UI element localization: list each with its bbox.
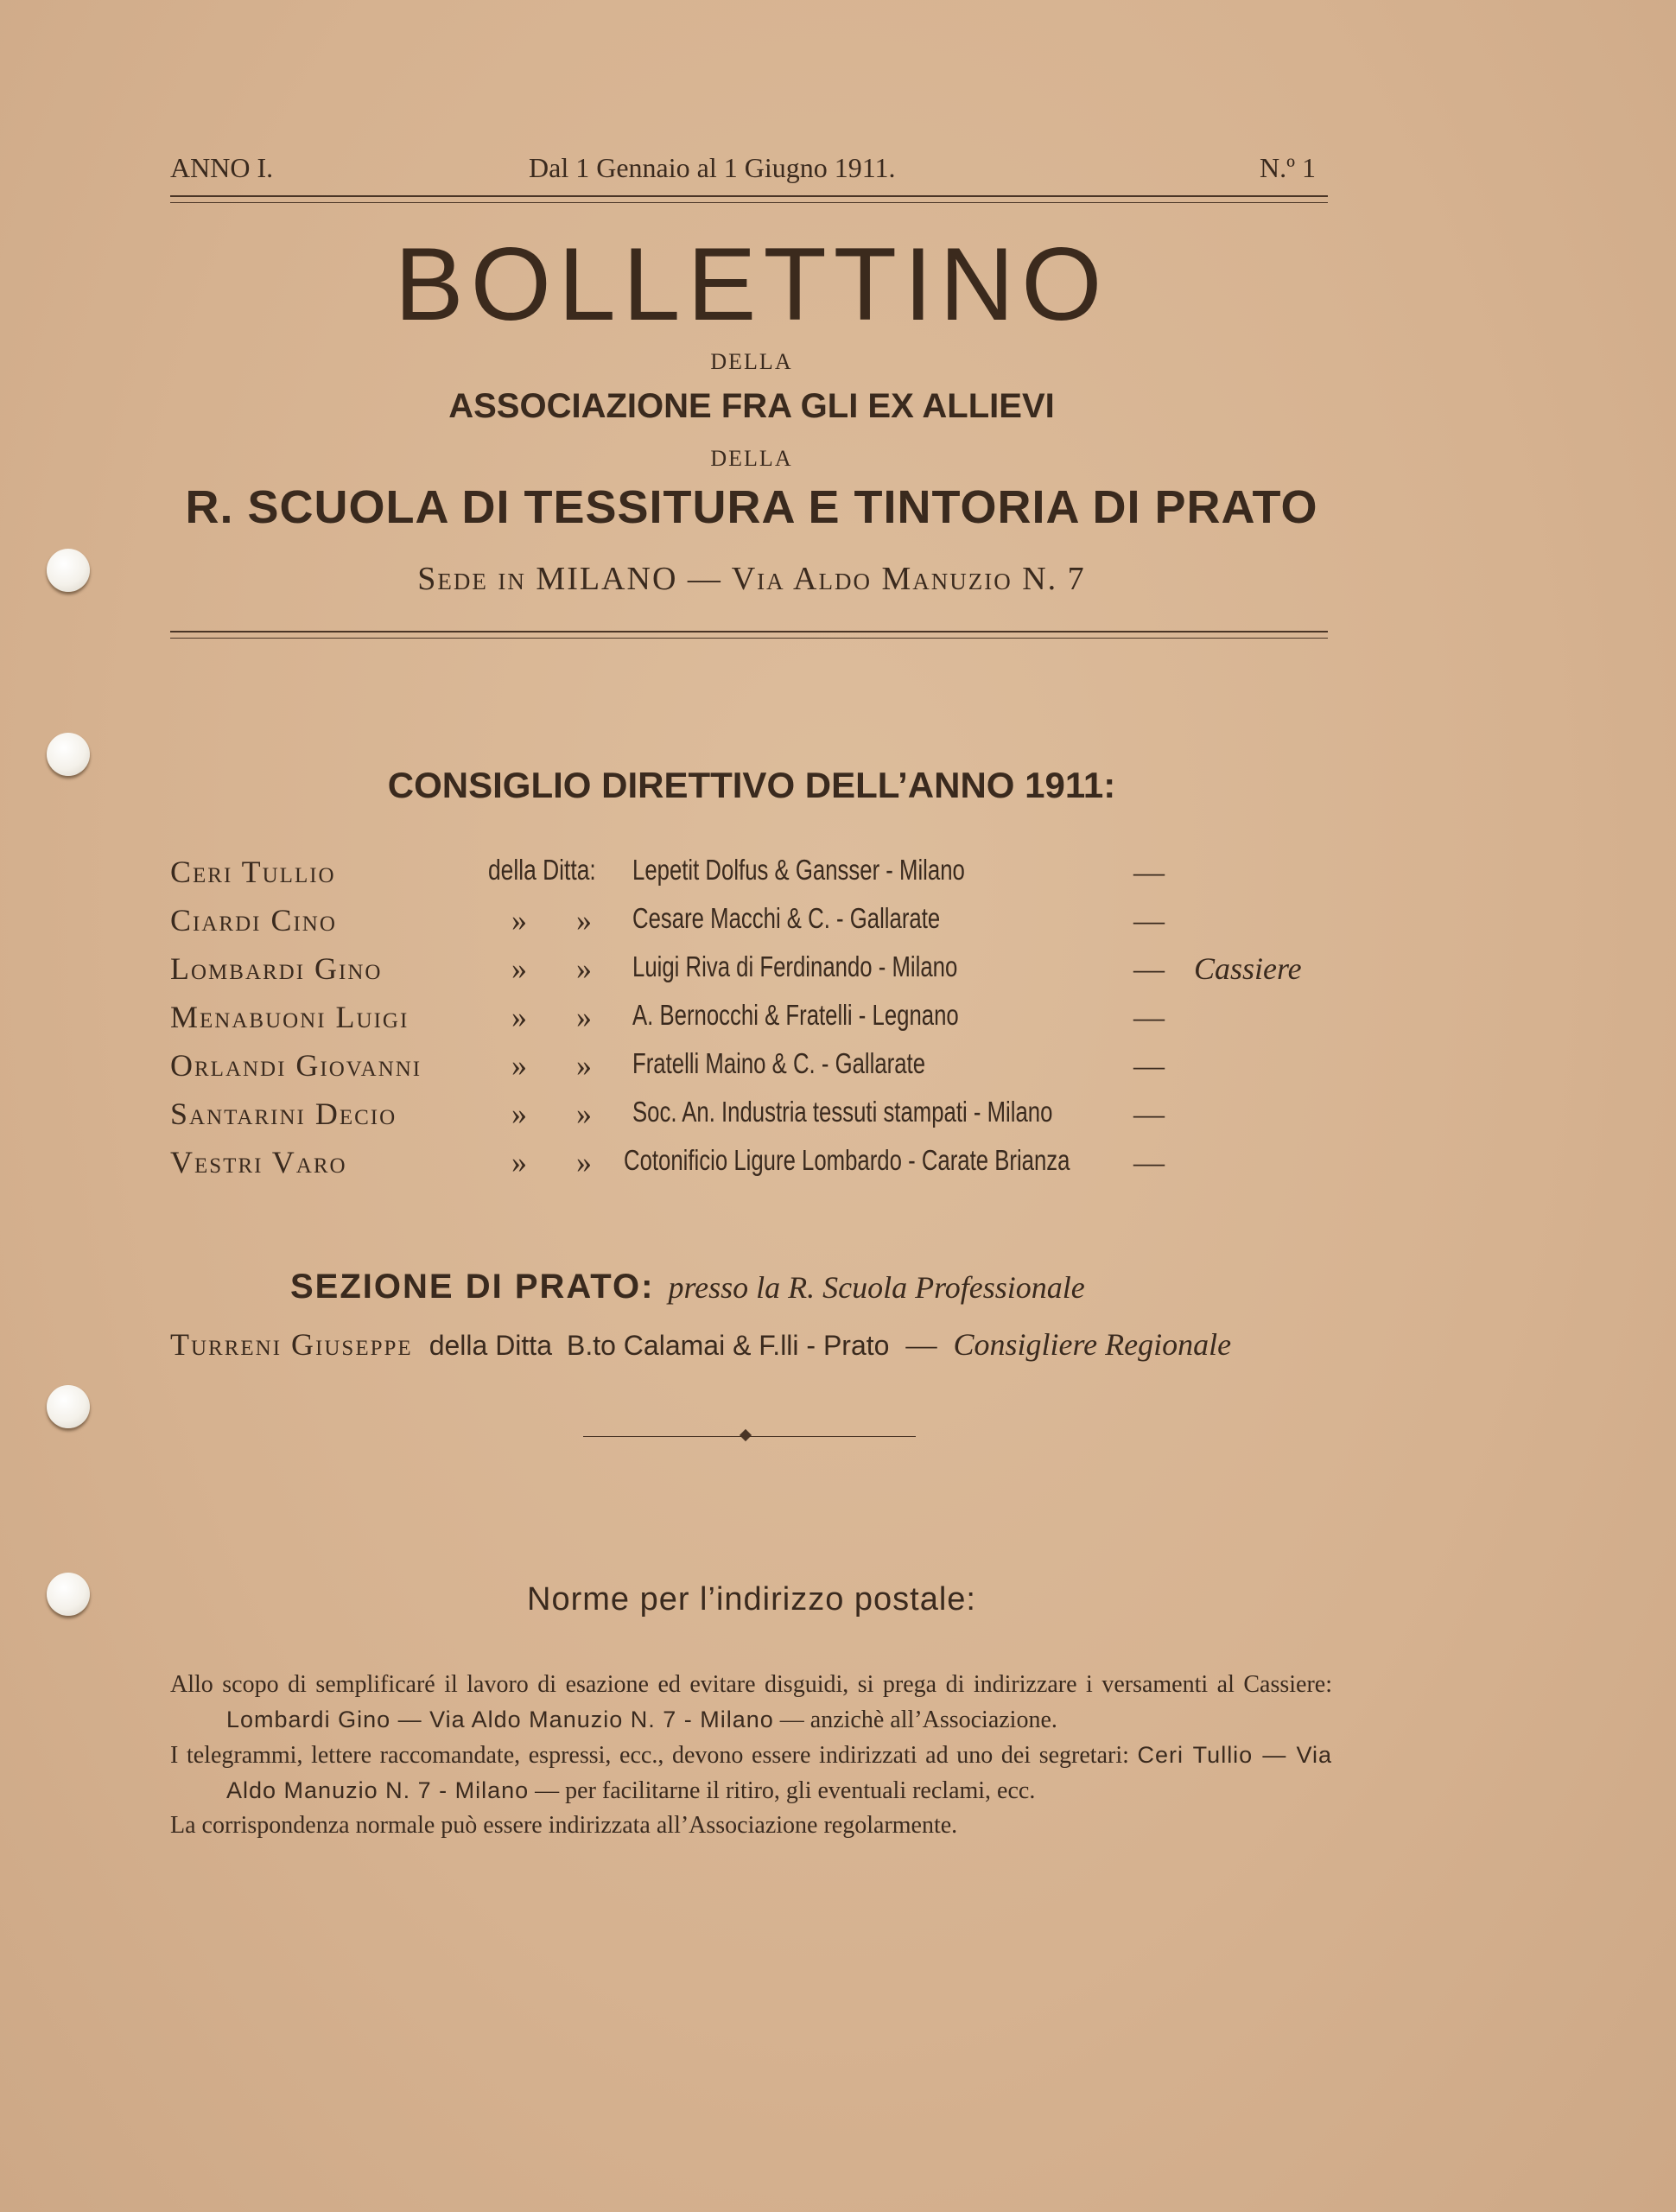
member-company: Luigi Riva di Ferdinando - Milano [632, 950, 958, 982]
member-name: Menabuoni Luigi [170, 1000, 409, 1034]
section-member-name: Turreni Giuseppe [170, 1327, 413, 1362]
punch-hole-3 [47, 1385, 90, 1428]
section-member-ditta: della Ditta [429, 1330, 552, 1361]
member-company: Cotonificio Ligure Lombardo - Carate Brianza [624, 1144, 1070, 1176]
member-dash: — [1133, 1096, 1165, 1131]
section-heading-sub: presso la R. Scuola Professionale [668, 1270, 1085, 1305]
ditto-mark: » [576, 1048, 592, 1083]
member-name: Vestri Varo [170, 1145, 347, 1179]
member-dash: — [1133, 951, 1165, 986]
ditta-label: della Ditta: [488, 854, 596, 886]
ditto-mark: » [511, 1000, 527, 1034]
ditto-mark: » [511, 903, 527, 938]
member-dash: — [1133, 1048, 1165, 1083]
ornament-diamond [740, 1429, 752, 1441]
masthead-dates: Dal 1 Gennaio al 1 Giugno 1911. [529, 152, 896, 183]
page-title: BOLLETTINO [394, 226, 1109, 342]
member-name: Ciardi Cino [170, 903, 337, 938]
norme-paragraph-1 [170, 1668, 1332, 1738]
header-rule-bottom [170, 638, 1328, 639]
council-heading: CONSIGLIO DIRETTIVO DELL’ANNO 1911: [387, 765, 1116, 805]
ditto-mark: » [511, 1048, 527, 1083]
member-company: Lepetit Dolfus & Gansser - Milano [632, 854, 965, 886]
norme-body [170, 1668, 1332, 1843]
ditto-mark: » [576, 1096, 592, 1131]
member-name: Lombardi Gino [170, 951, 383, 986]
della-label-2: DELLA [710, 446, 793, 471]
ditto-mark: » [511, 1145, 527, 1179]
member-company: Fratelli Maino & C. - Gallarate [632, 1047, 926, 1079]
section-member-row [170, 1326, 1231, 1363]
section-member-dash: — [905, 1327, 937, 1362]
member-company: Soc. An. Industria tessuti stampati - Milano [632, 1096, 1053, 1128]
member-dash: — [1133, 1000, 1165, 1034]
section-heading [290, 1266, 1085, 1306]
header-rule-top [170, 631, 1328, 632]
member-company: A. Bernocchi & Fratelli - Legnano [632, 999, 959, 1031]
member-dash: — [1133, 1145, 1165, 1179]
ditto-mark: » [576, 1145, 592, 1179]
masthead-rule-top [170, 195, 1328, 197]
member-dash: — [1133, 903, 1165, 938]
norme-heading: Norme per l’indirizzo postale: [527, 1581, 976, 1618]
norme-paragraph-3: La corrispondenza normale può essere indirizzata all’Associazione regolarmente. [170, 1812, 958, 1839]
masthead-year: ANNO I. [170, 152, 274, 183]
member-name: Orlandi Giovanni [170, 1048, 422, 1083]
ditto-mark: » [511, 951, 527, 986]
norme-p2-a: I telegrammi, lettere raccomandate, espressi, ecc., devono essere indirizzati ad uno dei segretari: [170, 1742, 1129, 1769]
member-name: Ceri Tullio [170, 855, 336, 889]
member-dash: — [1133, 855, 1165, 889]
member-company: Cesare Macchi & C. - Gallarate [632, 902, 941, 934]
seat-address: Sede in MILANO — Via Aldo Manuzio N. 7 [417, 561, 1086, 597]
norme-p2-c: — per facilitarne il ritiro, gli eventuali reclami, ecc. [535, 1777, 1036, 1804]
ditto-mark: » [576, 1000, 592, 1034]
norme-p1-a: Allo scopo di semplificaré il lavoro di esazione ed evitare disguidi, si prega di indirizzare i versamenti al Cassiere: [170, 1671, 1332, 1698]
member-name: Santarini Decio [170, 1096, 397, 1131]
ditto-mark: » [576, 903, 592, 938]
association-name: ASSOCIAZIONE FRA GLI EX ALLIEVI [448, 387, 1055, 425]
masthead-number: N.º 1 [1260, 152, 1317, 183]
norme-p1-c: — anzichè all’Associazione. [779, 1707, 1057, 1733]
ditto-mark: » [576, 951, 592, 986]
norme-p1-b: Lombardi Gino — Via Aldo Manuzio N. 7 - Milano [226, 1707, 774, 1732]
norme-paragraph-2 [170, 1738, 1332, 1808]
section-heading-label: SEZIONE DI PRATO: [290, 1268, 655, 1306]
della-label-1: DELLA [710, 349, 793, 374]
section-member-role: Consigliere Regionale [953, 1327, 1232, 1362]
member-role: Cassiere [1194, 951, 1302, 986]
section-member-company: B.to Calamai & F.lli - Prato [566, 1330, 890, 1361]
school-name: R. SCUOLA DI TESSITURA E TINTORIA DI PRATO [185, 481, 1318, 533]
ditto-mark: » [511, 1096, 527, 1131]
norme-p2-b: Ceri Tullio — Via Aldo Manuzio N. 7 - Milano [226, 1742, 1333, 1803]
masthead-rule-bottom [170, 202, 1328, 203]
